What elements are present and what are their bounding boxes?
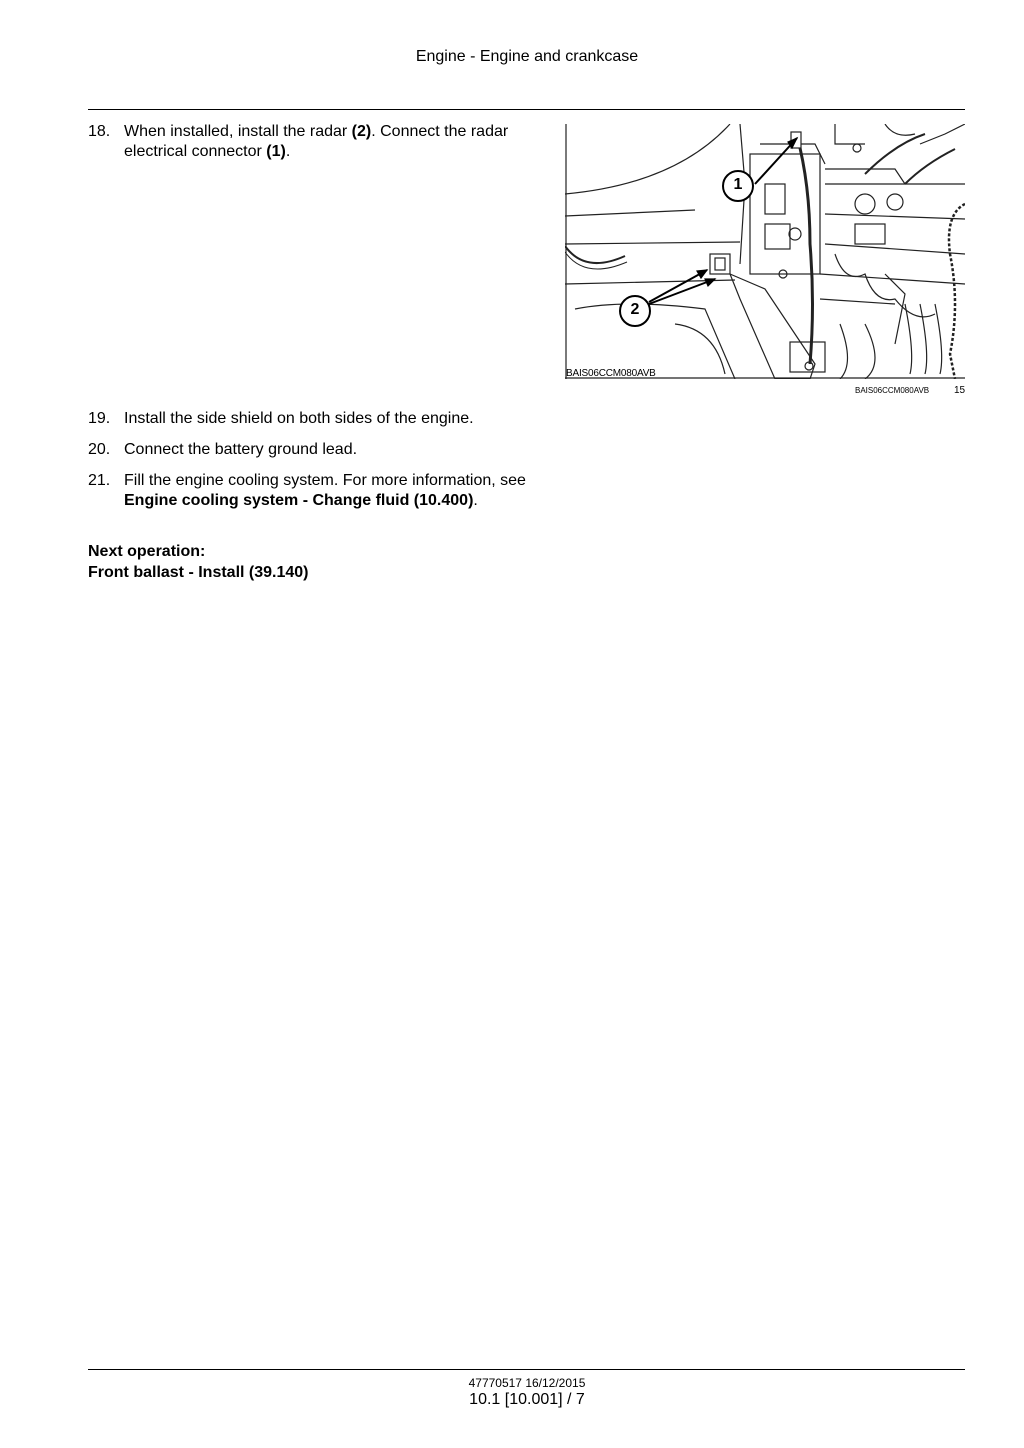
- cross-reference-link[interactable]: Engine cooling system - Change fluid (10.400): [124, 492, 474, 509]
- callout-2: 2: [630, 301, 640, 318]
- next-operation-link[interactable]: Front ballast - Install (39.140): [88, 564, 309, 581]
- callout-1: 1: [733, 176, 743, 193]
- step-text: When installed, install the radar (2). Connect the radar electrical connector (1).: [124, 123, 509, 160]
- step-number: 20.: [88, 441, 111, 458]
- step-19: [88, 409, 538, 429]
- next-operation: [88, 541, 309, 583]
- step-number: 19.: [88, 410, 111, 427]
- step-number: 21.: [88, 472, 111, 489]
- footer-rule: [88, 1369, 965, 1370]
- step-text: Install the side shield on both sides of the engine.: [124, 410, 474, 427]
- header-rule: [88, 109, 965, 110]
- figure-caption-code: BAIS06CCM080AVB: [855, 386, 930, 395]
- figure-number: 15: [954, 385, 966, 396]
- step-text: Fill the engine cooling system. For more information, see Engine cooling system - Change fluid (10.400).: [124, 472, 526, 509]
- step-18: [88, 122, 538, 162]
- step-20: [88, 440, 538, 460]
- footer-page-number: 10.1 [10.001] / 7: [469, 1391, 585, 1408]
- footer-doc-id: 47770517 16/12/2015: [468, 1376, 586, 1390]
- step-text: Connect the battery ground lead.: [124, 441, 358, 458]
- page-header-title: Engine - Engine and crankcase: [415, 48, 639, 65]
- step-21: [88, 471, 538, 511]
- figure-image-code: BAIS06CCM080AVB: [566, 368, 656, 379]
- engine-radar-illustration: [565, 124, 965, 379]
- next-operation-label: Next operation:: [88, 543, 206, 560]
- step-number: 18.: [88, 123, 111, 140]
